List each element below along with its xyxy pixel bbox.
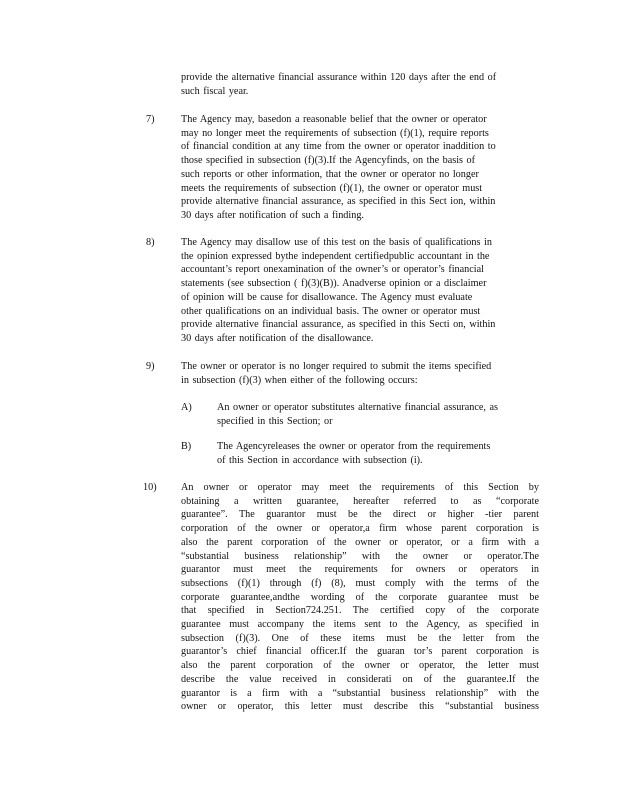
text-line: guarantor is a firm with a “substantial business relationship” with the [181, 687, 539, 699]
text-line: corporation of the owner or operator,a firm whose parent corporation is [181, 523, 539, 535]
text-line: The Agencyreleases the owner or operator from the requirements [217, 441, 491, 452]
item-paragraph-8 [181, 236, 534, 346]
item-number: 10) [143, 482, 157, 493]
text-line: guarantee”. The guarantor must be the direct or higher -tier parent [181, 509, 539, 521]
continuation-paragraph [181, 71, 541, 98]
text-line: the opinion expressed bythe independent certifiedpublic accountant in the [181, 250, 490, 262]
text-line: other qualifications on an individual basis. The owner or operator must [181, 305, 481, 317]
text-line: “substantial business relationship” with the owner or operator.The [181, 550, 539, 562]
text-line: in subsection (f)(3) when either of the following occurs: [181, 374, 418, 386]
text-line: meets the requirements of subsection (f)(1), the owner or operator must [181, 182, 483, 194]
subitem-letter: B) [181, 441, 192, 452]
text-line: specified in this Section; or [217, 415, 333, 427]
text-line: The Agency may disallow use of this test on the basis of qualifications in [181, 237, 492, 248]
item-number: 9) [146, 361, 155, 372]
text-line: obtaining a written guarantee, hereafter referred to as “corporate [181, 495, 539, 507]
text-line: An owner or operator may meet the requirements of this Section by [181, 482, 539, 493]
text-line: An owner or operator substitutes alternative financial assurance, as [217, 402, 498, 413]
text-line: corporate guarantee,andthe wording of the corporate guarantee must be [181, 591, 539, 603]
text-line: provide alternative financial assurance, as specified in this Secti on, within [181, 319, 496, 331]
item-paragraph-7 [181, 113, 536, 223]
text-line: accountant’s report onexamination of the owner’s or operator’s financial [181, 264, 484, 276]
text-line: of opinion will be cause for disallowance. The Agency must evaluate [181, 291, 473, 303]
text-line: of this Section in accordance with subsection (i). [217, 454, 423, 466]
text-line: may no longer meet the requirements of subsection (f)(1), require reports [181, 127, 489, 139]
text-line: guarantor must meet the requirements for owners or operators in [181, 564, 539, 576]
text-line: owner or operator, this letter must describe this “substantial business [181, 701, 539, 713]
text-line: those specified in subsection (f)(3).If the Agencyfinds, on the basis of [181, 155, 476, 167]
text-line: subsections (f)(1) through (f) (8), must comply with the terms of the [181, 577, 539, 589]
text-line: such reports or other information, that the owner or operator no longer [181, 168, 479, 180]
subitem-paragraph-a [217, 401, 539, 428]
text-line: 30 days after notification of such a finding. [181, 209, 364, 221]
text-line: such fiscal year. [181, 85, 249, 97]
text-line: The Agency may, basedon a reasonable belief that the owner or operator [181, 114, 487, 125]
text-line: guarantor’s chief financial officer.If the guaran tor’s parent corporation is [181, 646, 539, 658]
text-line: provide alternative financial assurance, as specified in this Sect ion, within [181, 196, 496, 208]
text-line: The owner or operator is no longer required to submit the items specified [181, 361, 492, 372]
subitem-paragraph-b [217, 440, 519, 467]
item-paragraph-9 [181, 360, 525, 387]
text-line: 30 days after notification of the disallowance. [181, 332, 374, 344]
text-line: of financial condition at any time from the owner or operator inaddition to [181, 141, 496, 153]
subitem-letter: A) [181, 402, 192, 413]
text-line: also the parent corporation of the owner or operator, or a firm with a [181, 536, 539, 548]
text-line: guarantee must accompany the items sent to the Agency, as specified in [181, 619, 539, 631]
text-line: subsection (f)(3). One of these items must be the letter from the [181, 632, 539, 644]
text-line: that specified in Section724.251. The certified copy of the corporate [181, 605, 539, 617]
item-paragraph-10 [181, 481, 539, 714]
item-number: 7) [146, 114, 155, 125]
text-line: statements (see subsection ( f)(3)(B)). Anadverse opinion or a disclaimer [181, 278, 487, 290]
text-line: provide the alternative financial assurance within 120 days after the end of [181, 72, 497, 83]
text-line: describe the value received in considerati on of the guarantee.If the [181, 673, 539, 685]
item-number: 8) [146, 237, 155, 248]
text-line: also the parent corporation of the owner or operator, the letter must [181, 660, 539, 672]
